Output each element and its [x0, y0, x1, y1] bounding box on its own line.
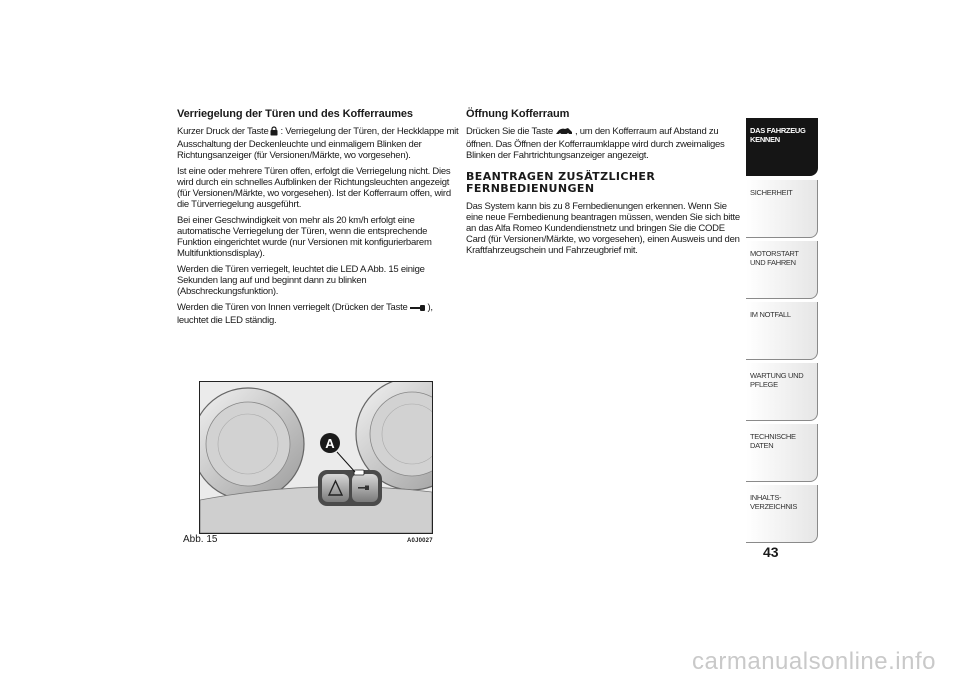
lock-section-heading: Verriegelung der Türen und des Kofferraumes — [177, 108, 413, 120]
paragraph-remote: Das System kann bis zu 8 Fernbedienungen erkennen. Wenn Sie eine neue Fernbedienung beantragen müssen, wenden Sie sich bitte an das Alfa Romeo Kundendienstnetz und bringen Sie die CODE Card (für Versionen/Märkte, wo vorgesehen), einen Ausweis und den Kraftfahrzeugschein und Fahrzeugbrief mit. — [466, 201, 740, 256]
tab-das-fahrzeug-kennen[interactable]: DAS FAHRZEUG KENNEN — [746, 118, 818, 176]
paragraph-led: Werden die Türen verriegelt, leuchtet die LED A Abb. 15 einige Sekunden lang auf und beginnt dann zu blinken (Abschreckungsfunktion). — [177, 264, 425, 297]
trunk-section-heading: Öffnung Kofferraum — [466, 108, 570, 120]
trunk-icon — [555, 127, 573, 139]
lock-icon — [270, 126, 278, 139]
tab-motorstart-und-fahren[interactable]: MOTORSTART UND FAHREN — [746, 241, 818, 299]
tab-im-notfall[interactable]: IM NOTFALL — [746, 302, 818, 360]
dashboard-illustration — [200, 382, 432, 533]
tab-wartung-und-pflege[interactable]: WARTUNG UND PFLEGE — [746, 363, 818, 421]
left-column — [177, 108, 462, 331]
tab-sicherheit[interactable]: SICHERHEIT — [746, 180, 818, 238]
paragraph-trunk: Drücken Sie die Taste , um den Kofferraum auf Abstand zu öffnen. Das Öffnen der Kofferraumklappe wird durch zweimaliges Blinken der Fahrtrichtungsanzeiger angezeigt. — [466, 126, 725, 161]
paragraph-auto-lock: Bei einer Geschwindigkeit von mehr als 20 km/h erfolgt eine automatische Verriegelung der Türen, wenn die entsprechende Funktion eingerichtet wurde (nur Versionen mit konfigurierbarem Multifunktionsdisplay). — [177, 215, 432, 259]
key-icon — [410, 304, 426, 315]
paragraph-inside-lock: Werden die Türen von Innen verriegelt (Drücken der Taste ), leuchtet die LED ständig. — [177, 302, 433, 326]
figure-dashboard-button — [199, 381, 433, 534]
right-column — [466, 108, 741, 261]
tab-inhaltsverzeichnis[interactable]: INHALTS-VERZEICHNIS — [746, 485, 818, 543]
figure-code: A0J0027 — [407, 538, 433, 544]
tab-technische-daten[interactable]: TECHNISCHE DATEN — [746, 424, 818, 482]
figure-caption: Abb. 15 — [183, 534, 218, 545]
page-number: 43 — [763, 544, 779, 560]
paragraph-doors-open: Ist eine oder mehrere Türen offen, erfolgt die Verriegelung nicht. Dies wird durch ein schnelles Aufblinken der Richtungsleuchten angezeigt (für Versionen/Märkte, wo vorgesehen). Ist der Kofferraum offen, wird die Türverriegelung ausgeführt. — [177, 166, 451, 210]
remote-section-title: BEANTRAGEN ZUSÄTZLICHER FERNBEDIENUNGEN — [466, 170, 656, 195]
watermark: carmanualsonline.info — [692, 648, 936, 675]
led-a — [354, 470, 364, 475]
hazard-button — [322, 474, 349, 502]
callout-a-label: A — [325, 436, 335, 451]
paragraph-lock-button: Kurzer Druck der Taste : Verriegelung der Türen, der Heckklappe mit Ausschaltung der Deckenleuchte und einmaligem Blinken der Richtungsanzeiger (für Versionen/Märkte, wo vorgesehen). — [177, 126, 459, 161]
